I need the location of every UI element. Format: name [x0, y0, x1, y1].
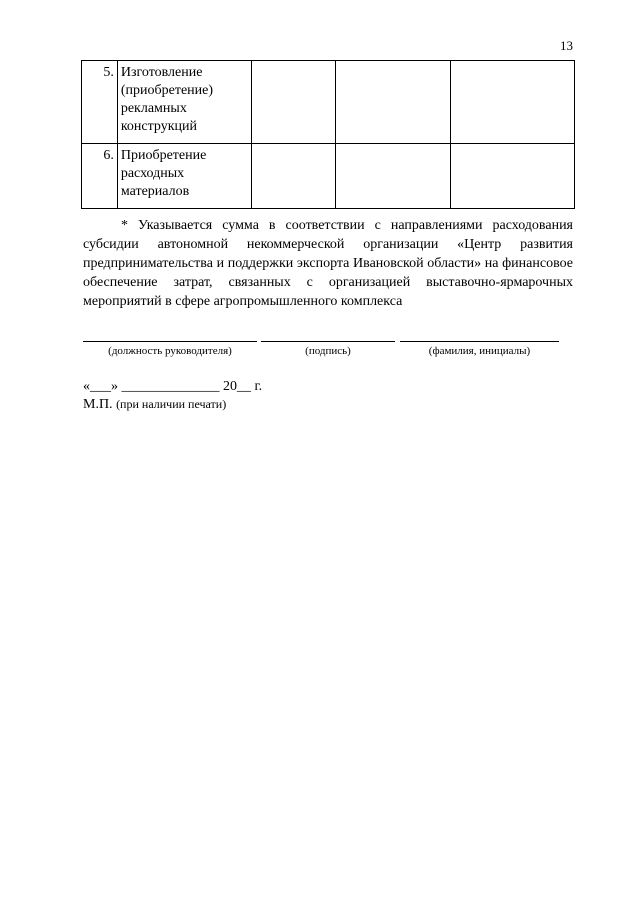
position-label: (должность руководителя) [108, 345, 232, 357]
expense-name-line: расходных [120, 166, 185, 181]
expense-name-line: конструкций [120, 119, 198, 134]
expense-name-line: (приобретение) [120, 83, 214, 98]
position-signature-line [83, 341, 257, 342]
table-cell [450, 144, 574, 209]
table-row [82, 61, 575, 144]
row-number: 5. [82, 61, 118, 144]
table-cell [335, 61, 450, 144]
signature-label: (подпись) [305, 345, 351, 357]
expense-name-cell [117, 144, 251, 209]
table-cell [251, 61, 335, 144]
expense-name-line: материалов [120, 184, 190, 199]
expense-name-line: Изготовление [120, 65, 203, 80]
footnote: * Указывается сумма в соответствии с направлениями расходования субсидии автономной некоммерческой организации «Центр развития предпринимательства и поддержки экспорта Ивановской области» на финансовое обеспечение затрат, связанных с организацией выставочно-ярмарочных мероприятий в сфере агропромышленного комплекса [83, 218, 573, 309]
table-cell [450, 61, 574, 144]
table-cell [251, 144, 335, 209]
expense-table [81, 60, 575, 209]
signature-line [261, 341, 395, 342]
stamp-line [83, 397, 226, 413]
name-label: (фамилия, инициалы) [428, 345, 531, 357]
page-number: 13 [560, 38, 573, 53]
row-number: 6. [82, 144, 118, 209]
stamp-mp: М.П. [83, 397, 113, 412]
table-cell [335, 144, 450, 209]
expense-name-line: рекламных [120, 101, 187, 116]
expense-name-line: Приобретение [120, 148, 207, 163]
name-signature-line [400, 341, 559, 342]
table-row [82, 144, 575, 209]
stamp-note: (при наличии печати) [116, 397, 227, 411]
date-line: «___» ______________ 20__ г. [83, 379, 263, 394]
expense-name-cell [117, 61, 251, 144]
